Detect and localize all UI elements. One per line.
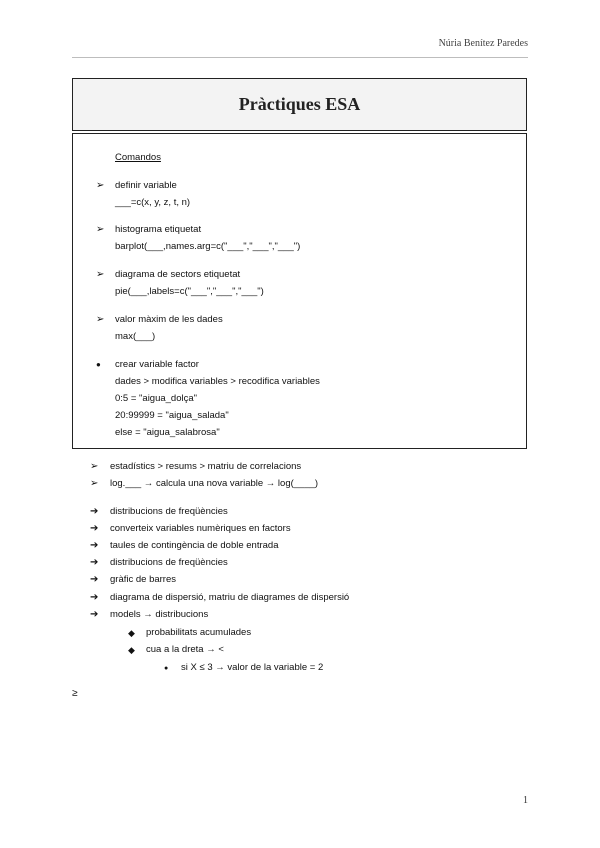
header-rule [72, 57, 528, 58]
arrow-bullet-icon: ➔ [90, 506, 99, 517]
commands-heading: Comandos [115, 152, 161, 163]
diamond-bullet-icon: ◆ [128, 645, 135, 655]
stray-symbol: ≥ [72, 688, 78, 699]
list-item: distribucions de freqüències [110, 557, 228, 568]
factor-line: 20:99999 = "aigua_salada" [115, 410, 229, 421]
header-author: Núria Benítez Paredes [438, 38, 528, 49]
command-code: ___=c(x, y, z, t, n) [115, 197, 191, 208]
command-label: definir variable [115, 180, 177, 191]
command-label: diagrama de sectors etiquetat [115, 269, 241, 280]
list-item: models → distribucions [110, 609, 209, 620]
list-item: log.___ → calcula una nova variable → log(____) [110, 478, 319, 489]
arrow-bullet-icon: ➔ [90, 540, 99, 551]
arrowhead-bullet-icon: ➢ [90, 461, 99, 472]
list-item: converteix variables numèriques en factors [110, 523, 291, 534]
command-label: valor màxim de les dades [115, 314, 223, 325]
factor-line: else = "aigua_salabrosa" [115, 427, 220, 438]
arrow-bullet-icon: ➔ [90, 523, 99, 534]
factor-line: dades > modifica variables > recodifica variables [115, 376, 320, 387]
command-code: max(___) [115, 331, 156, 342]
arrow-bullet-icon: ➔ [90, 574, 99, 585]
list-item: distribucions de freqüències [110, 506, 228, 517]
diamond-bullet-icon: ◆ [128, 628, 135, 638]
sub-list-item: probabilitats acumulades [146, 627, 252, 638]
command-label: histograma etiquetat [115, 224, 202, 235]
list-item: gràfic de barres [110, 574, 177, 585]
command-label: crear variable factor [115, 359, 199, 370]
arrow-bullet-icon: ➔ [90, 592, 99, 603]
title-box [72, 78, 527, 131]
arrow-bullet-icon: ➔ [90, 557, 99, 568]
list-item: estadístics > resums > matriu de correlacions [110, 461, 302, 472]
commands-box [72, 133, 527, 449]
factor-line: 0:5 = "aigua_dolça" [115, 393, 198, 404]
list-item: taules de contingència de doble entrada [110, 540, 279, 551]
page-number: 1 [523, 795, 528, 806]
command-code: pie(___,labels=c("___","___","___") [115, 286, 264, 297]
dot-bullet-icon: ● [96, 360, 101, 369]
arrowhead-bullet-icon: ➢ [96, 269, 105, 280]
arrowhead-bullet-icon: ➢ [96, 180, 105, 191]
arrowhead-bullet-icon: ➢ [96, 314, 105, 325]
command-code: barplot(___,names.arg=c("___","___","___") [115, 241, 301, 252]
arrowhead-bullet-icon: ➢ [90, 478, 99, 489]
sub-list-item: cua a la dreta → < [146, 644, 224, 655]
dot-bullet-icon: ● [164, 665, 169, 672]
subsub-list-item: si X ≤ 3 → valor de la variable = 2 [181, 662, 324, 673]
page-title: Pràctiques ESA [238, 94, 361, 114]
arrow-bullet-icon: ➔ [90, 609, 99, 620]
arrowhead-bullet-icon: ➢ [96, 224, 105, 235]
list-item: diagrama de dispersió, matriu de diagrames de dispersió [110, 592, 350, 603]
